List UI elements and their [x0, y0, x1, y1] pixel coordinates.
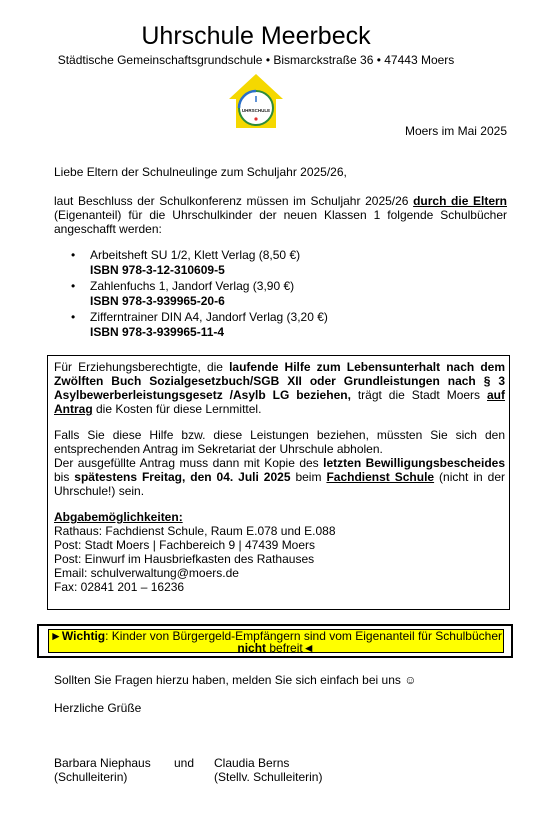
- school-address: Städtische Gemeinschaftsgrundschule • Bismarckstraße 36 • 47443 Moers: [57, 53, 455, 67]
- greeting: Herzliche Grüße: [54, 701, 142, 715]
- school-logo: [226, 72, 286, 132]
- questions-line: Sollten Sie Fragen hierzu haben, melden Sie sich einfach bei uns ☺: [54, 673, 417, 687]
- drop-off-line: Rathaus: Fachdienst Schule, Raum E.078 und E.088: [54, 524, 336, 538]
- warning-text: ►Wichtig: Kinder von Bürgergeld-Empfängern sind vom Eigenanteil für Schulbücher nicht befreit◄: [50, 629, 502, 655]
- drop-off-line: Post: Stadt Moers | Fachbereich 9 | 47439 Moers: [54, 538, 316, 552]
- warning-box: [37, 624, 513, 658]
- list-item: • Arbeitsheft SU 1/2, Klett Verlag (8,50 €) ISBN 978-3-12-310609-5: [54, 248, 507, 278]
- list-item: • Zifferntrainer DIN A4, Jandorf Verlag (3,20 €) ISBN 978-3-939965-11-4: [54, 310, 507, 340]
- school-name: Uhrschule Meerbeck: [141, 22, 371, 50]
- signature-and: und: [174, 756, 195, 770]
- drop-off-email: Email: schulverwaltung@moers.de: [54, 566, 239, 580]
- financial-aid-box: [47, 355, 510, 610]
- list-item: • Zahlenfuchs 1, Jandorf Verlag (3,90 €) ISBN 978-3-939965-20-6: [54, 279, 507, 309]
- place-date: Moers im Mai 2025: [404, 124, 507, 138]
- book-list: [54, 248, 507, 341]
- deadline-paragraph: Der ausgefüllte Antrag muss dann mit Kopie des letzten Bewilligungsbescheides bis spätestens Freitag, den 04. Juli 2025 beim Fachdienst Schule (nicht in der Uhrschule!) sein.: [54, 456, 505, 498]
- intro-paragraph: laut Beschluss der Schulkonferenz müssen im Schuljahr 2025/26 durch die Eltern (Eigenanteil) für die Uhrschulkinder der neuen Klassen 1 folgende Schulbücher angeschafft werden:: [54, 194, 507, 236]
- salutation: Liebe Eltern der Schulneulinge zum Schuljahr 2025/26,: [54, 165, 347, 179]
- emphasis-parents: durch die Eltern: [413, 194, 507, 208]
- drop-off-line: Post: Einwurf im Hausbriefkasten des Rathauses: [54, 552, 315, 566]
- signature-deputy: Claudia Berns (Stellv. Schulleiterin): [214, 756, 323, 784]
- aid-paragraph: Für Erziehungsberechtigte, die laufende Hilfe zum Lebensunterhalt nach dem Zwölften Buch Sozialgesetzbuch/SGB XII oder Grundleistungen nach § 3 Asylbewerberleistungsgesetz /Asylb LG beziehen, trägt die Stadt Moers auf Antrag die Kosten für diese Lernmittel.: [54, 360, 505, 416]
- drop-off-fax: Fax: 02841 201 – 16236: [54, 580, 185, 594]
- drop-off-heading: Abgabemöglichkeiten:: [54, 510, 183, 524]
- arrow-right-icon: ►: [50, 629, 62, 643]
- signature-principal: Barbara Niephaus (Schulleiterin): [54, 756, 151, 784]
- arrow-left-icon: ◄: [302, 641, 315, 655]
- svg-text:UHRSCHULE: UHRSCHULE: [241, 108, 271, 113]
- application-paragraph: Falls Sie diese Hilfe bzw. diese Leistungen beziehen, müssten Sie sich den entsprechenden Antrag im Sekretariat der Uhrschule abholen.: [54, 428, 505, 456]
